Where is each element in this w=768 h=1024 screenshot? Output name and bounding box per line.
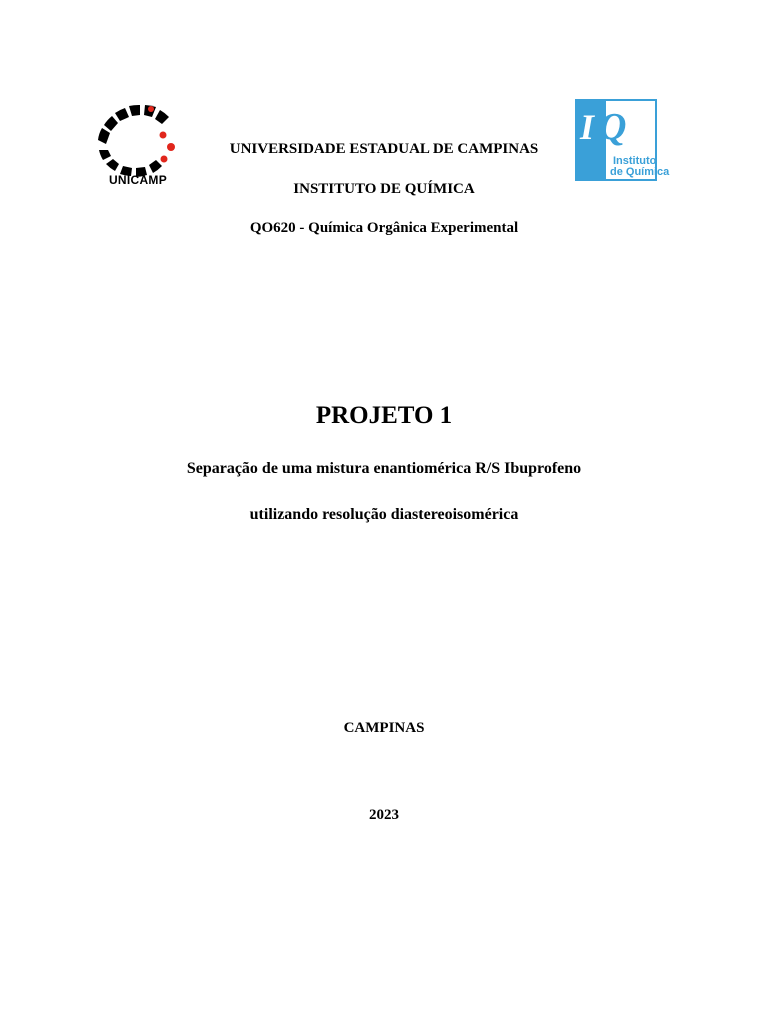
project-title: PROJETO 1 [315, 402, 453, 429]
university-name: UNIVERSIDADE ESTADUAL DE CAMPINAS [229, 141, 539, 157]
iq-logo-line2: de Química [610, 166, 670, 178]
svg-text:I: I [580, 107, 595, 147]
iq-logo-line1: Instituto [613, 155, 657, 167]
year: 2023 [369, 807, 399, 823]
svg-text:Q: Q [599, 106, 627, 148]
project-subtitle-line2: utilizando resolução diastereoisomérica [249, 506, 519, 523]
city: CAMPINAS [343, 720, 425, 736]
course-name: QO620 - Química Orgânica Experimental [249, 220, 519, 236]
institute-name: INSTITUTO DE QUÍMICA [293, 181, 475, 197]
red-dot-2 [160, 132, 167, 139]
project-subtitle-line1: Separação de uma mistura enantiomérica R/S Ibuprofeno [186, 460, 582, 477]
unicamp-logo-text: UNICAMP [108, 173, 168, 187]
red-dot-4 [148, 106, 154, 112]
